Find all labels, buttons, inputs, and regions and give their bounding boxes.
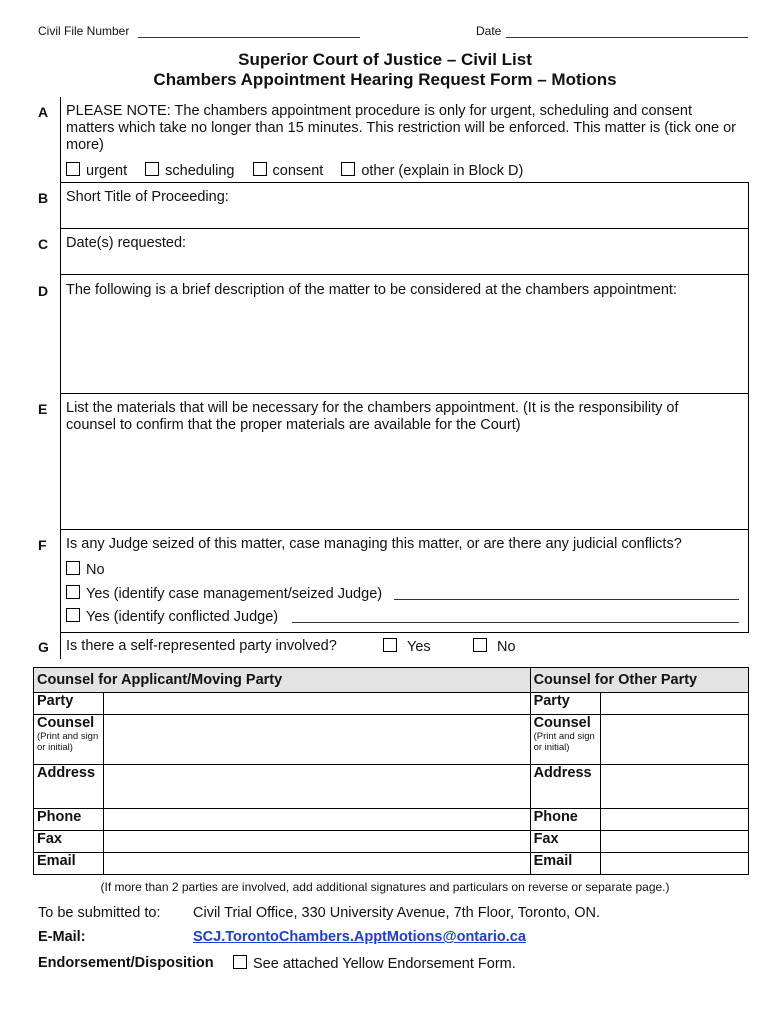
seized-judge-field[interactable] <box>394 585 739 600</box>
description-label: The following is a brief description of the matter to be considered at the chambers appointment: <box>66 282 677 298</box>
section-a-text: PLEASE NOTE: The chambers appointment procedure is only for urgent, scheduling and consent matters which take no longer than 15 minutes. This restriction will be enforced. This matter is (tick one or more) <box>66 103 736 153</box>
email-label-footer: E-Mail: <box>38 929 86 945</box>
section-b-letter: B <box>38 190 49 206</box>
email-link[interactable]: SCJ.TorontoChambers.ApptMotions@ontario.ca <box>193 929 526 945</box>
self-rep-yes-checkbox[interactable]: Yes <box>383 638 431 656</box>
party-label: Party <box>530 693 600 715</box>
address-label: Address <box>530 765 600 809</box>
date-label: Date <box>476 24 502 38</box>
counsel-label: Counsel (Print and sign or initial) <box>530 715 600 765</box>
endorsement-label: Endorsement/Disposition <box>38 955 214 971</box>
divider <box>60 529 749 530</box>
applicant-party-field[interactable] <box>104 693 531 715</box>
divider <box>60 632 749 633</box>
self-represented-question: Is there a self-represented party involved? <box>66 638 337 654</box>
submit-address: Civil Trial Office, 330 University Avenue, 7th Floor, Toronto, ON. <box>193 905 600 921</box>
dates-requested-label: Date(s) requested: <box>66 235 187 251</box>
self-rep-no-checkbox[interactable]: No <box>473 638 516 656</box>
counsel-table <box>33 667 749 875</box>
party-label: Party <box>34 693 104 715</box>
other-checkbox[interactable]: other (explain in Block D) <box>341 163 523 179</box>
other-phone-field[interactable] <box>600 809 748 831</box>
civil-file-number-label: Civil File Number <box>38 24 130 38</box>
submit-label: To be submitted to: <box>38 905 161 921</box>
date-field[interactable] <box>506 24 748 38</box>
conflicted-judge-field[interactable] <box>292 608 739 623</box>
section-a-options <box>66 162 523 180</box>
email-label: Email <box>530 853 600 875</box>
section-f-letter: F <box>38 537 47 553</box>
section-e-letter: E <box>38 401 48 417</box>
address-label: Address <box>34 765 104 809</box>
other-email-field[interactable] <box>600 853 748 875</box>
section-right-border <box>748 182 749 632</box>
section-g-letter: G <box>38 639 49 655</box>
other-party-field[interactable] <box>600 693 748 715</box>
other-party-header: Counsel for Other Party <box>530 668 748 693</box>
phone-label: Phone <box>34 809 104 831</box>
other-counsel-field[interactable] <box>600 715 748 765</box>
judge-question: Is any Judge seized of this matter, case managing this matter, or are there any judicial conflicts? <box>66 536 682 552</box>
email-label: Email <box>34 853 104 875</box>
section-d-letter: D <box>38 283 49 299</box>
applicant-header: Counsel for Applicant/Moving Party <box>34 668 531 693</box>
applicant-fax-field[interactable] <box>104 831 531 853</box>
divider <box>60 228 749 229</box>
seized-judge-checkbox[interactable]: Yes (identify case management/seized Judge) <box>66 585 382 603</box>
materials-label: List the materials that will be necessary for the chambers appointment. (It is the responsibility of counsel to confirm that the proper materials are available for the Court) <box>66 400 679 433</box>
conflicted-judge-checkbox[interactable]: Yes (identify conflicted Judge) <box>66 608 278 626</box>
applicant-counsel-field[interactable] <box>104 715 531 765</box>
form-title: Superior Court of Justice – Civil List <box>238 50 532 69</box>
civil-file-number-field[interactable] <box>138 24 360 38</box>
other-fax-field[interactable] <box>600 831 748 853</box>
consent-checkbox[interactable]: consent <box>253 163 324 179</box>
urgent-checkbox[interactable]: urgent <box>66 163 127 179</box>
endorsement-checkbox[interactable]: See attached Yellow Endorsement Form. <box>233 955 516 973</box>
form-subtitle: Chambers Appointment Hearing Request Form – Motions <box>153 70 617 89</box>
counsel-label: Counsel (Print and sign or initial) <box>34 715 104 765</box>
fax-label: Fax <box>34 831 104 853</box>
parties-note: (If more than 2 parties are involved, add additional signatures and particulars on reverse or separate page.) <box>100 880 670 894</box>
divider <box>60 274 749 275</box>
short-title-label: Short Title of Proceeding: <box>66 189 229 205</box>
fax-label: Fax <box>530 831 600 853</box>
applicant-email-field[interactable] <box>104 853 531 875</box>
scheduling-checkbox[interactable]: scheduling <box>145 163 234 179</box>
section-c-letter: C <box>38 236 49 252</box>
divider <box>60 393 749 394</box>
phone-label: Phone <box>530 809 600 831</box>
other-address-field[interactable] <box>600 765 748 809</box>
applicant-address-field[interactable] <box>104 765 531 809</box>
divider <box>60 182 749 183</box>
applicant-phone-field[interactable] <box>104 809 531 831</box>
section-a-letter: A <box>38 104 49 120</box>
no-checkbox[interactable]: No <box>66 561 105 579</box>
